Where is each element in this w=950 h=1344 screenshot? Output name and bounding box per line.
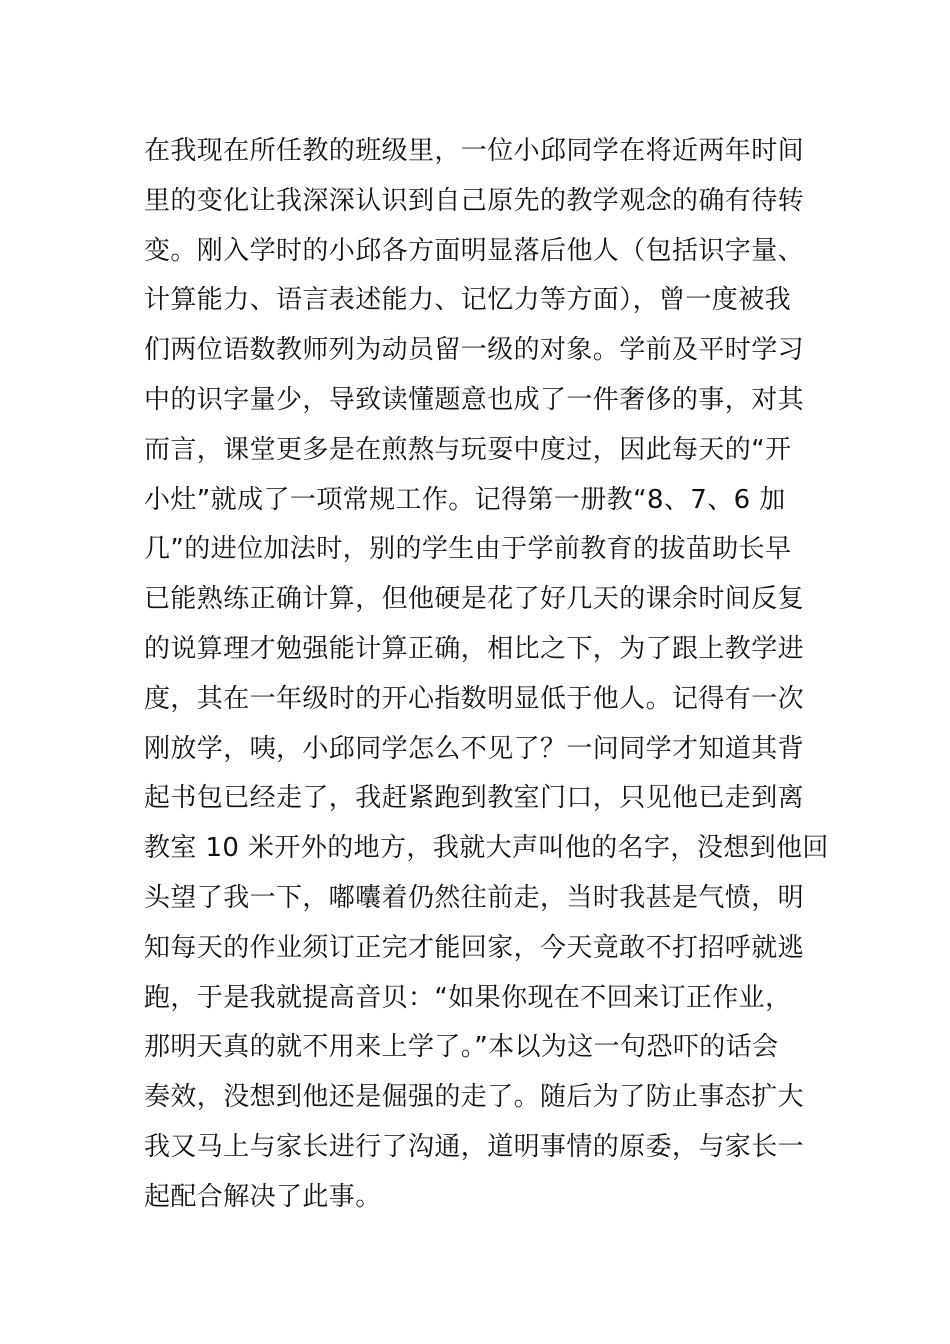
text-line: 起书包已经走了，我赶紧跑到教室门口，只见他已走到离 — [144, 783, 805, 814]
text-line: 而言，课堂更多是在煎熬与玩耍中度过，因此每天的“开 — [144, 434, 792, 465]
text-line: 那明天真的就不用来上学了。”本以为这一句恐吓的话会 — [144, 1032, 779, 1063]
text-line: 度，其在一年级时的开心指数明显低于他人。记得有一次 — [144, 683, 805, 714]
text-line: 奏效，没想到他还是倔强的走了。随后为了防止事态扩大 — [144, 1082, 805, 1113]
text-line: 刚放学，咦，小邱同学怎么不见了？一问同学才知道其背 — [144, 733, 805, 764]
text-line: 中的识字量少，导致读懂题意也成了一件奢侈的事，对其 — [144, 384, 805, 415]
text-line: 们两位语数教师列为动员留一级的对象。学前及平时学习 — [144, 335, 805, 366]
text-line: 变。刚入学时的小邱各方面明显落后他人（包括识字量、 — [144, 235, 805, 266]
text-line: 里的变化让我深深认识到自己原先的教学观念的确有待转 — [144, 185, 805, 216]
text-line: 头望了我一下，嘟囔着仍然往前走，当时我甚是气愤，明 — [144, 882, 805, 913]
text-line: 我又马上与家长进行了沟通，道明事情的原委，与家长一 — [144, 1131, 805, 1162]
text-line: 已能熟练正确计算，但他硬是花了好几天的课余时间反复 — [144, 584, 805, 615]
body-paragraph — [144, 127, 829, 1223]
text-line: 小灶”就成了一项常规工作。记得第一册教“8、7、6 加 — [144, 484, 786, 515]
text-line: 起配合解决了此事。 — [144, 1181, 382, 1212]
text-line: 跑，于是我就提高音贝：“如果你现在不回来订正作业， — [144, 982, 792, 1013]
text-line: 教室 10 米开外的地方，我就大声叫他的名字，没想到他回 — [144, 833, 829, 864]
text-line: 的说算理才勉强能计算正确，相比之下，为了跟上教学进 — [144, 633, 805, 664]
text-line: 几”的进位加法时，别的学生由于学前教育的拔苗助长早 — [144, 534, 792, 565]
text-line: 计算能力、语言表述能力、记忆力等方面），曾一度被我 — [144, 285, 792, 316]
text-line: 知每天的作业须订正完才能回家，今天竟敢不打招呼就逃 — [144, 932, 805, 963]
text-line: 在我现在所任教的班级里，一位小邱同学在将近两年时间 — [144, 136, 805, 166]
